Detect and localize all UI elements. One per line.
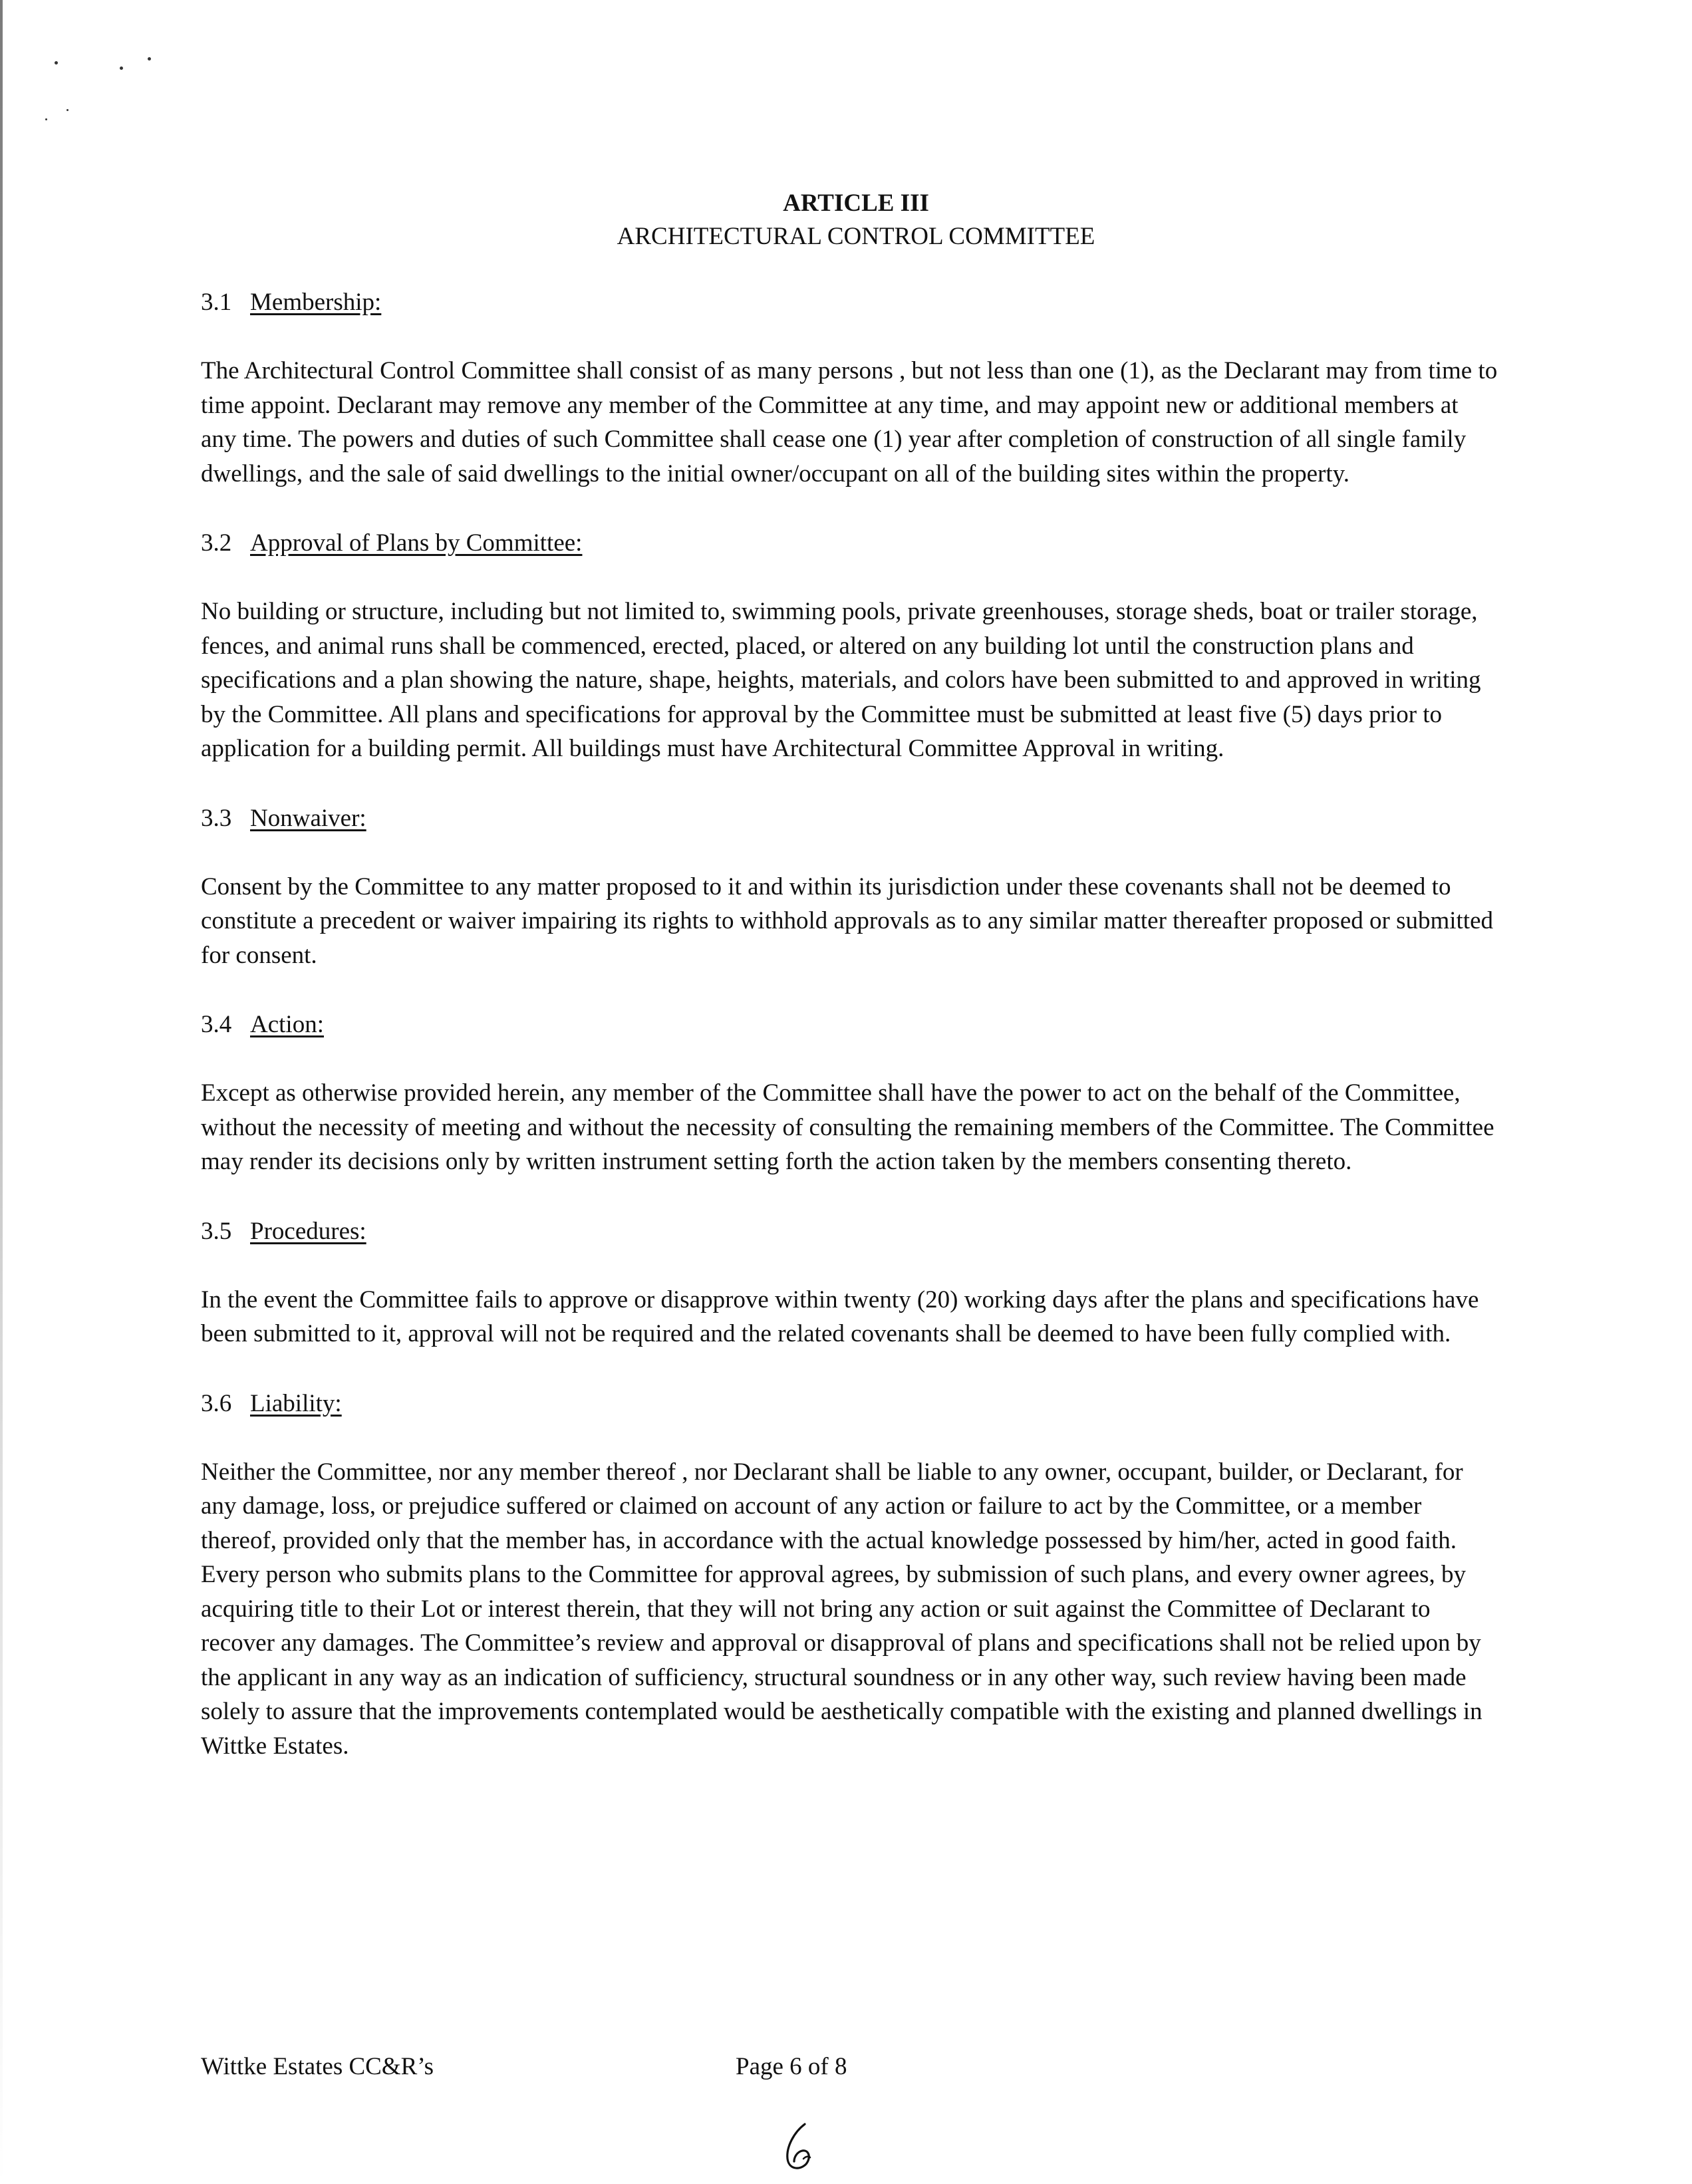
section-text: No building or structure, including but not limited to, swimming pools, private greenhouses, storage sheds, boat or trailer storage, fences, and animal runs shall be commenced, erected, placed, or altered on any building lot until the construction plans and specifications and a plan showing the nature, shape, heights, materials, and colors have been submitted to and approved in writing by the Committee. All plans and specifications for approval by the Committee must be submitted at least five (5) days prior to application for a building permit. All buildings must have Architectural Committee Approval in writing.	[201, 598, 1481, 762]
section-title: Approval of Plans by Committee:	[250, 529, 583, 557]
section-heading	[201, 527, 1498, 560]
section-heading	[201, 1215, 1498, 1248]
section-liability	[201, 1387, 1498, 1764]
scan-speck	[55, 61, 58, 65]
article-subtitle: ARCHITECTURAL CONTROL COMMITTEE	[617, 223, 1095, 250]
section-nonwaiver	[201, 802, 1498, 973]
scan-speck	[120, 67, 123, 70]
scan-speck	[148, 57, 151, 61]
scan-speck	[67, 109, 69, 111]
section-text: The Architectural Control Committee shall consist of as many persons , but not less than one (1), as the Declarant may from time to time appoint. Declarant may remove any member of the Committee at any time, and may appoint new or additional members at any time. The powers and duties of such Committee shall cease one (1) year after completion of construction of all single family dwellings, and the sale of said dwellings to the initial owner/occupant on all of the building sites within the property.	[201, 357, 1498, 487]
section-procedures	[201, 1215, 1498, 1351]
footer-page-label: Page 6 of 8	[736, 2053, 847, 2080]
handwritten-page-number	[779, 2120, 819, 2173]
section-title: Nonwaiver:	[250, 804, 366, 832]
footer-document-name: Wittke Estates CC&R’s	[201, 2053, 434, 2080]
section-title: Liability:	[250, 1389, 342, 1417]
section-approval-of-plans	[201, 527, 1498, 766]
section-text: Neither the Committee, nor any member thereof , nor Declarant shall be liable to any owner, occupant, builder, or Declarant, for any damage, loss, or prejudice suffered or claimed on account of any action or failure to act by the Committee, or a member thereof, provided only that the member has, in accordance with the actual knowledge possessed by him/her, acted in good faith. Every person who submits plans to the Committee for approval agrees, by submission of such plans, and every owner agrees, by acquiring title to their Lot or interest therein, that they will not bring any action or suit against the Committee of Declarant to recover any damages. The Committee’s review and approval or disapproval of plans and specifications shall not be relied upon by the applicant in any way as an indication of sufficiency, structural soundness or in any other way, such review having been made solely to assure that the improvements contemplated would be aesthetically compatible with the existing and planned dwellings in Wittke Estates.	[201, 1458, 1482, 1760]
section-number: 3.6	[201, 1389, 232, 1417]
section-heading	[201, 1008, 1498, 1041]
document-body	[201, 286, 1498, 1799]
section-number: 3.3	[201, 804, 232, 832]
section-number: 3.2	[201, 529, 232, 557]
section-title: Procedures:	[250, 1217, 366, 1245]
section-number: 3.4	[201, 1011, 232, 1038]
section-number: 3.5	[201, 1217, 232, 1245]
section-number: 3.1	[201, 289, 232, 316]
section-heading	[201, 286, 1498, 319]
article-header	[0, 188, 1692, 253]
section-text: In the event the Committee fails to approve or disapprove within twenty (20) working days after the plans and specifications have been submitted to it, approval will not be required and the related covenants shall be deemed to have been fully complied with.	[201, 1286, 1479, 1347]
scan-edge-shadow	[0, 0, 3, 2184]
section-title: Membership:	[250, 289, 382, 316]
article-title: ARTICLE III	[783, 190, 929, 217]
scan-speck	[45, 118, 47, 120]
section-action	[201, 1008, 1498, 1179]
section-membership	[201, 286, 1498, 491]
section-text: Except as otherwise provided herein, any member of the Committee shall have the power to act on the behalf of the Committee, without the necessity of meeting and without the necessity of consulting the remaining members of the Committee. The Committee may render its decisions only by written instrument setting forth the action taken by the members consenting thereto.	[201, 1079, 1494, 1175]
section-heading	[201, 802, 1498, 835]
section-heading	[201, 1387, 1498, 1421]
section-text: Consent by the Committee to any matter proposed to it and within its jurisdiction under these covenants shall not be deemed to constitute a precedent or waiver impairing its rights to withhold approvals as to any similar matter thereafter proposed or submitted for consent.	[201, 873, 1494, 969]
section-title: Action:	[250, 1011, 324, 1038]
